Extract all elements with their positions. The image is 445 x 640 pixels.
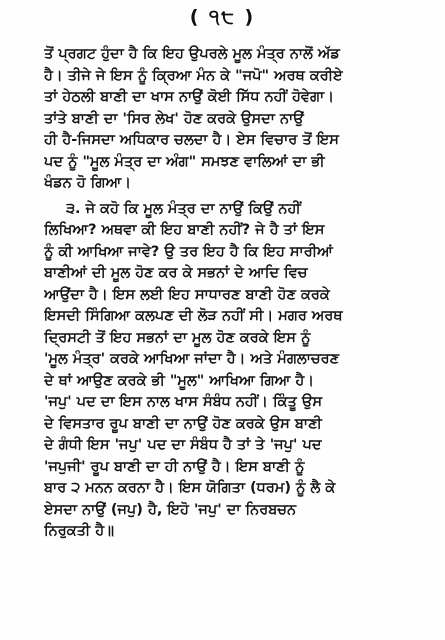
text-line: ਦੇ ਵਿਸਤਾਰ ਰੂਪ ਬਾਣੀ ਦਾ ਨਾਉਂ ਹੋਣ ਕਰਕੇ ਉਸ ਬਾਣੀ (44, 415, 322, 432)
paragraph-2 (44, 199, 424, 543)
page-number: ( ੧੮ ) (189, 6, 256, 28)
text-line: ਬਾਰ ੨ ਮਨਨ ਕਰਨਾ ਹੈ। ਇਸ ਯੋਗਿਤਾ (ਧਰਮ) ਨੂੰ ਲੈ ਕੇ (44, 480, 336, 496)
text-line: ਬਾਣੀਆਂ ਦੀ ਮੂਲ ਹੋਣ ਕਰ ਕੇ ਸਭਨਾਂ ਦੇ ਆਦਿ ਵਿਚ (44, 265, 308, 281)
text-line: ਤਾਂ ਹੇਠਲੀ ਬਾਣੀ ਦਾ ਖਾਸ ਨਾਉਂ ਕੋਈ ਸਿੱਧ ਨਹੀਂ ਹੋਵੇਗਾ। (44, 89, 334, 105)
text-line: ਨਿਰੁਕਤੀ ਹੈ॥ (44, 523, 114, 539)
text-line: ਦੇ ਗੰਧੀ ਇਸ 'ਜਪੁ' ਪਦ ਦਾ ਸੰਬੰਧ ਹੈ ਤਾਂ ਤੇ 'ਜਪੁ' ਪਦ (44, 437, 322, 453)
body-text (44, 44, 424, 543)
paragraph-1 (44, 44, 424, 195)
text-line: ੩. ਜੇ ਕਹੋ ਕਿ ਮੂਲ ਮੰਤ੍ਰ ਦਾ ਨਾਉਂ ਕਿਉਂ ਨਹੀਂ (66, 200, 301, 217)
text-line: ਆਉਂਦਾ ਹੈ। ਇਸ ਲਈ ਇਹ ਸਾਧਾਰਣ ਬਾਣੀ ਹੋਣ ਕਰਕੇ (44, 286, 330, 303)
text-line: ਪਦ ਨੂੰ "ਮੂਲ ਮੰਤ੍ਰ ਦਾ ਅੰਗ" ਸਮਝਣ ਵਾਲਿਆਂ ਦਾ ਭੀ (44, 153, 325, 170)
text-line: ਹੀ ਹੈ-ਜਿਸਦਾ ਅਧਿਕਾਰ ਚਲਦਾ ਹੈ। ਏਸ ਵਿਚਾਰ ਤੋਂ ਇਸ (44, 132, 339, 148)
text-line: ਲਿਖਿਆ? ਅਥਵਾ ਕੀ ਇਹ ਬਾਣੀ ਨਹੀਂ? ਜੇ ਹੈ ਤਾਂ ਇਸ (44, 222, 325, 238)
text-line: ਖੰਡਨ ਹੋ ਗਿਆ। (44, 175, 131, 191)
text-line: ਦੇ ਥਾਂ ਆਉਣ ਕਰਕੇ ਭੀ "ਮੂਲ" ਆਖਿਆ ਗਿਆ ਹੈ। (44, 372, 315, 389)
text-line: ਏਸਦਾ ਨਾਉਂ (ਜਪੁ) ਹੈ, ਇਹੋ 'ਜਪੁ' ਦਾ ਨਿਰਬਚਨ (44, 501, 297, 518)
text-line: 'ਜਪੁ' ਪਦ ਦਾ ਇਸ ਨਾਲ ਖਾਸ ਸੰਬੰਧ ਨਹੀਂ। ਕਿੰਤੂ ਉਸ (44, 394, 323, 410)
text-line: ਇਸਦੀ ਸਿੰਗਿਆ ਕਲਪਣ ਦੀ ਲੋੜ ਨਹੀਂ ਸੀ। ਮਗਰ ਅਰਥ (44, 308, 343, 324)
text-line: ਤੋਂ ਪ੍ਰਗਟ ਹੁੰਦਾ ਹੈ ਕਿ ਇਹ ਉਪਰਲੇ ਮੂਲ ਮੰਤ੍ਰ ਨਾਲੋਂ ਅੱਡ (44, 46, 340, 62)
text-line: ਨੂੰ ਕੀ ਆਖਿਆ ਜਾਵੇ? ਉ ਤਰ ਇਹ ਹੈ ਕਿ ਇਹ ਸਾਰੀਆਂ (44, 243, 333, 260)
text-line: ਤਾਂਤੇ ਬਾਣੀ ਦਾ 'ਸਿਰ ਲੇਖ' ਹੋਣ ਕਰਕੇ ਉਸਦਾ ਨਾਉਂ (44, 110, 304, 127)
text-line: 'ਜਪੁਜੀ' ਰੂਪ ਬਾਣੀ ਦਾ ਹੀ ਨਾਉਂ ਹੈ। ਇਸ ਬਾਣੀ ਨੂੰ (44, 458, 305, 475)
text-line: ਦ੍ਰਿਸਟੀ ਤੋਂ ਇਹ ਸਭਨਾਂ ਦਾ ਮੂਲ ਹੋਣ ਕਰਕੇ ਇਸ ਨੂੰ (44, 329, 311, 346)
text-line: ਹੈ। ਤੀਜੇ ਜੇ ਇਸ ਨੂੰ ਕ੍ਰਿਆ ਮੰਨ ਕੇ "ਜਪੋ" ਅਰਥ ਕਰੀਏ (44, 67, 343, 84)
text-line: 'ਮੂਲ ਮੰਤ੍ਰ' ਕਰਕੇ ਆਖਿਆ ਜਾਂਦਾ ਹੈ। ਅਤੇ ਮੰਗਲਾਚਰਣ (44, 351, 340, 367)
